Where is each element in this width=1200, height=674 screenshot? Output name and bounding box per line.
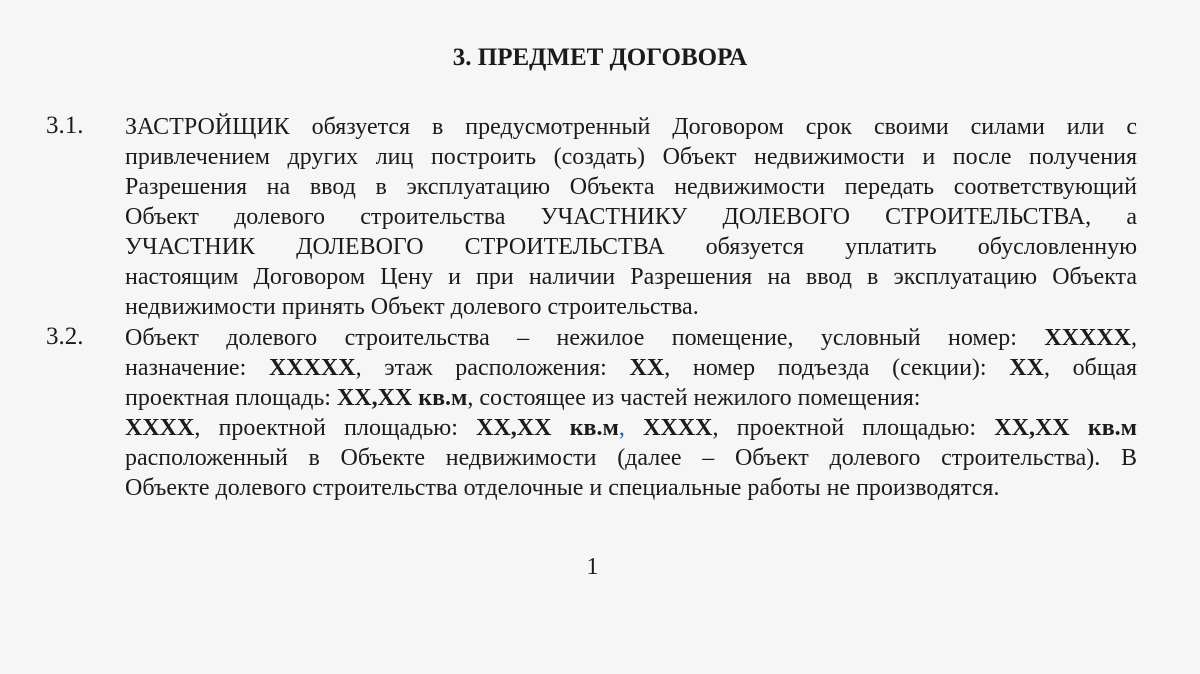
text-segment: , этаж расположения:: [355, 355, 630, 381]
text-segment: ,: [1131, 325, 1137, 351]
text-segment: Объект долевого строительства – нежилое помещение, условный номер:: [125, 325, 1045, 351]
text-line: [125, 292, 1137, 322]
clause-number: 3.2.: [46, 323, 84, 350]
clause-text: [125, 112, 1137, 322]
bold-placeholder: XX,XX кв.м: [476, 415, 619, 441]
text-line: [125, 473, 1137, 503]
text-segment: недвижимости принять Объект долевого строительства.: [125, 294, 699, 320]
text-line: [125, 112, 1137, 142]
text-line: [125, 383, 1137, 413]
text-segment: Объект долевого строительства УЧАСТНИКУ ДОЛЕВОГО СТРОИТЕЛЬСТВА, а: [125, 204, 1137, 230]
text-segment: , общая: [1043, 355, 1138, 381]
text-segment: [625, 415, 643, 441]
text-segment: настоящим Договором Цену и при наличии Разрешения на ввод в эксплуатацию Объекта: [125, 264, 1137, 290]
text-line: [125, 172, 1137, 202]
clause-text: [125, 323, 1137, 503]
text-segment: , номер подъезда (секции):: [664, 355, 1010, 381]
text-segment: расположенный в Объекте недвижимости (далее – Объект долевого строительства). В: [125, 445, 1137, 471]
text-segment: проектная площадь:: [125, 385, 337, 411]
bold-placeholder: XXXXX: [268, 355, 356, 381]
bold-placeholder: XXXX: [125, 415, 195, 441]
text-segment: назначение:: [125, 355, 269, 381]
text-line: [125, 413, 1137, 443]
text-segment: , проектной площадью:: [194, 415, 477, 441]
text-segment: Разрешения на ввод в эксплуатацию Объекта недвижимости передать соответствующий: [125, 174, 1137, 200]
bold-placeholder: XX,XX кв.м: [336, 385, 468, 411]
text-line: [125, 353, 1137, 383]
text-line: [125, 142, 1137, 172]
text-segment: ,: [618, 415, 625, 441]
clause-number: 3.1.: [46, 112, 84, 139]
bold-placeholder: XX: [1009, 355, 1044, 381]
text-line: [125, 262, 1137, 292]
text-segment: УЧАСТНИК ДОЛЕВОГО СТРОИТЕЛЬСТВА обязуется уплатить обусловленную: [125, 234, 1137, 260]
text-segment: Объекте долевого строительства отделочные и специальные работы не производятся.: [125, 475, 1000, 501]
section-title: 3. ПРЕДМЕТ ДОГОВОРА: [452, 44, 748, 71]
page-number: 1: [586, 554, 599, 580]
text-line: [125, 202, 1137, 232]
text-line: [125, 443, 1137, 473]
text-segment: , проектной площадью:: [712, 415, 995, 441]
text-segment: , состоящее из частей нежилого помещения:: [467, 385, 921, 411]
bold-placeholder: XX,XX кв.м: [994, 415, 1138, 441]
bold-placeholder: XX: [629, 355, 665, 381]
text-line: [125, 323, 1137, 353]
text-segment: привлечением других лиц построить (создать) Объект недвижимости и после получения: [125, 144, 1137, 170]
text-segment: ЗАСТРОЙЩИК обязуется в предусмотренный Договором срок своими силами или с: [125, 114, 1137, 140]
text-line: [125, 232, 1137, 262]
bold-placeholder: XXXXX: [1044, 325, 1131, 351]
bold-placeholder: XXXX: [643, 415, 713, 441]
